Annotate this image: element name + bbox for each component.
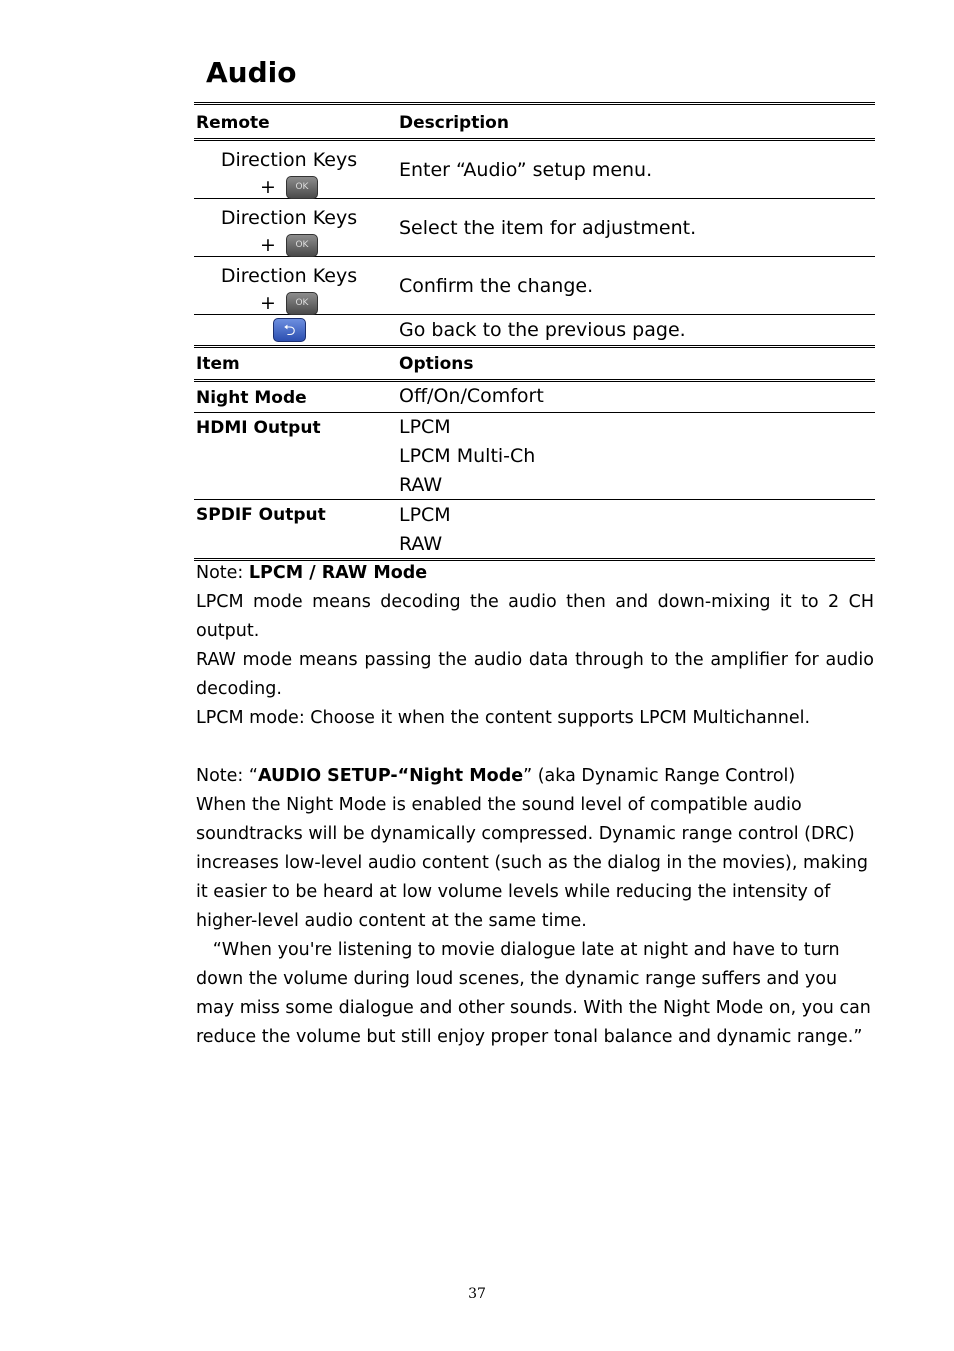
item-name: Night Mode — [196, 388, 307, 408]
remote-keys — [194, 147, 384, 201]
remote-keys — [194, 205, 384, 259]
option-value: LPCM — [399, 416, 451, 438]
description-header: Description — [399, 113, 509, 133]
option-value: Off/On/Comfort — [399, 385, 544, 407]
ok-button-icon: OK — [286, 234, 318, 257]
remote-header: Remote — [196, 113, 270, 133]
note-line: RAW mode means passing the audio data through to the amplifier for audio decoding. — [196, 650, 874, 699]
item-options — [399, 382, 544, 411]
item-options — [399, 501, 451, 559]
ok-button-icon: OK — [286, 292, 318, 315]
option-value: RAW — [399, 533, 443, 555]
options-header: Options — [399, 354, 474, 374]
item-options — [399, 413, 535, 500]
remote-table-header — [194, 105, 875, 141]
note-heading — [196, 559, 874, 588]
option-value: LPCM — [399, 504, 451, 526]
row-description: Go back to the previous page. — [399, 319, 686, 341]
options-table-header — [194, 348, 875, 382]
table-row — [194, 199, 875, 257]
plus-sign: + — [260, 292, 276, 314]
item-header: Item — [196, 354, 240, 374]
page-title: Audio — [206, 56, 297, 89]
notes-section — [196, 559, 877, 1052]
note-heading — [196, 762, 874, 791]
direction-keys-label: Direction Keys — [220, 149, 358, 171]
night-mode-body: When the Night Mode is enabled the sound level of compatible audio soundtracks will be dynamically compressed. Dynamic range control (DRC) increases low-level audio content (such as the dialog in the movies), making it easier to be heard at low volume levels while reducing the intensity of higher-level audio content at the same time. — [196, 795, 868, 931]
note-line: LPCM mode means decoding the audio then and down-mixing it to 2 CH output. — [196, 592, 874, 641]
back-arrow-icon — [273, 318, 306, 342]
row-description: Enter “Audio” setup menu. — [399, 159, 653, 181]
ok-button-icon: OK — [286, 176, 318, 199]
direction-keys-label: Direction Keys — [220, 265, 358, 287]
note-suffix: ” (aka Dynamic Range Control) — [523, 766, 796, 786]
row-description: Confirm the change. — [399, 275, 594, 297]
page-number: 37 — [468, 1286, 486, 1302]
direction-keys-label: Direction Keys — [220, 207, 358, 229]
night-mode-quote — [196, 936, 877, 1052]
row-description: Select the item for adjustment. — [399, 217, 697, 239]
note-title: AUDIO SETUP-“Night Mode — [257, 766, 524, 786]
table-row — [194, 257, 875, 315]
plus-sign: + — [260, 176, 276, 198]
table-row — [194, 315, 875, 348]
note-title: LPCM / RAW Mode — [248, 563, 428, 583]
quote-indent — [196, 940, 213, 960]
option-value: LPCM Multi-Ch — [399, 445, 536, 467]
remote-table — [194, 102, 875, 561]
item-name: SPDIF Output — [196, 505, 326, 525]
table-row — [194, 413, 875, 500]
item-name: HDMI Output — [196, 418, 321, 438]
table-row — [194, 500, 875, 561]
note-prefix: Note: “ — [196, 766, 258, 786]
option-value: RAW — [399, 474, 443, 496]
back-arrow-glyph: ⮌ — [283, 321, 296, 339]
table-row — [194, 382, 875, 413]
note-line: LPCM mode: Choose it when the content supports LPCM Multichannel. — [196, 708, 811, 728]
note-prefix: Note: — [196, 563, 249, 583]
table-row — [194, 141, 875, 199]
plus-sign: + — [260, 234, 276, 256]
quote-text: “When you're listening to movie dialogue late at night and have to turn down the volume during loud scenes, the dynamic range suffers and you may miss some dialogue and other sounds. With the Night Mode on, you can reduce the volume but still enjoy proper tonal balance and dynamic range.” — [196, 940, 877, 1047]
remote-keys — [194, 263, 384, 317]
